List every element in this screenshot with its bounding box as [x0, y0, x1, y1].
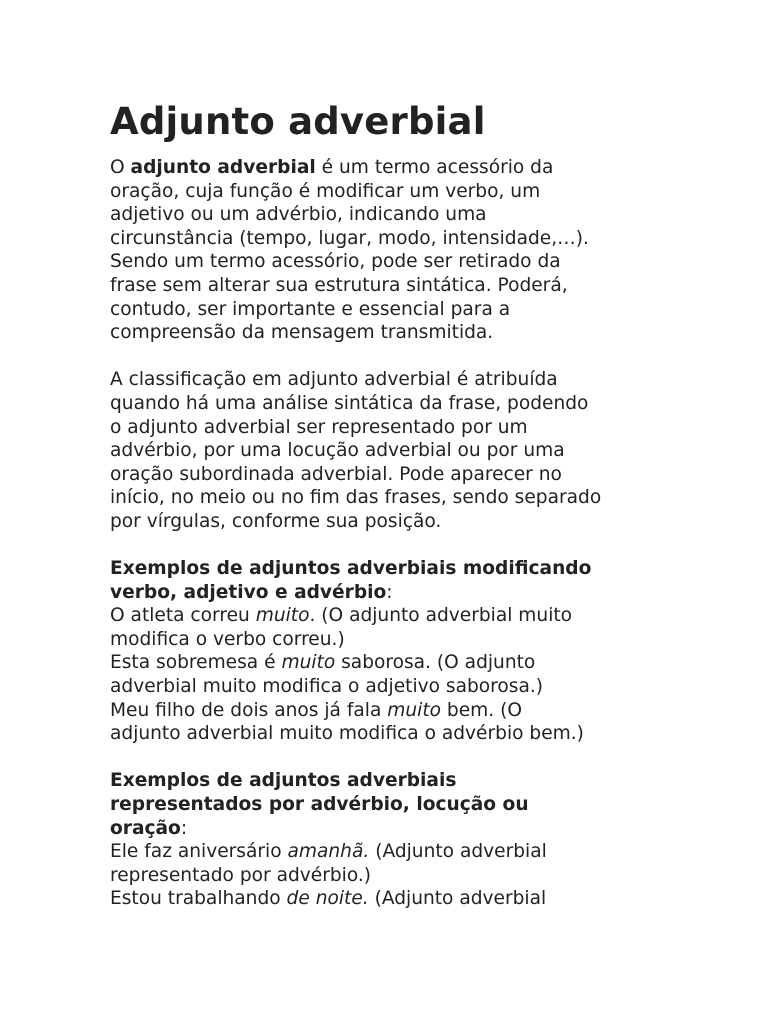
example-line: Esta sobremesa é muito saborosa. (O adjunto — [110, 652, 536, 674]
classification-line: o adjunto adverbial ser representado por um — [110, 416, 528, 438]
intro-paragraph — [110, 156, 670, 345]
example-line: O atleta correu muito. (O adjunto adverbial muito — [110, 605, 573, 627]
section-heading: oração: — [110, 817, 188, 839]
classification-paragraph — [110, 368, 670, 533]
example-line: Ele faz aniversário amanhã. (Adjunto adverbial — [110, 841, 547, 863]
examples-section-modifiers — [110, 557, 670, 746]
intro-line: oração, cuja função é modificar um verbo, um — [110, 180, 541, 202]
intro-line-1-rest: é um termo acessório da — [315, 157, 554, 178]
classification-line: advérbio, por uma locução adverbial ou por uma — [110, 440, 565, 462]
example-line: modifica o verbo correu.) — [110, 628, 345, 650]
section-heading: verbo, adjetivo e advérbio: — [110, 581, 393, 603]
example-line: Meu filho de dois anos já fala muito bem. (O — [110, 699, 522, 721]
intro-line: circunstância (tempo, lugar, modo, intensidade,…). — [110, 227, 589, 249]
classification-line: início, no meio ou no fim das frases, sendo separado — [110, 487, 602, 509]
example-line: Estou trabalhando de noite. (Adjunto adverbial — [110, 888, 547, 910]
intro-line — [110, 156, 670, 180]
intro-line: contudo, ser importante e essencial para a — [110, 298, 511, 320]
section-heading: representados por advérbio, locução ou — [110, 794, 529, 816]
examples-section-forms — [110, 769, 670, 911]
intro-line: adjetivo ou um advérbio, indicando uma — [110, 204, 487, 226]
example-line: adverbial muito modifica o adjetivo saborosa.) — [110, 676, 544, 698]
intro-line: frase sem alterar sua estrutura sintática. Poderá, — [110, 274, 568, 296]
intro-term: adjunto adverbial — [130, 157, 316, 178]
example-line: representado por advérbio.) — [110, 864, 372, 886]
classification-line: por vírgulas, conforme sua posição. — [110, 510, 442, 532]
example-line: adjunto adverbial muito modifica o advérbio bem.) — [110, 723, 584, 745]
classification-line: quando há uma análise sintática da frase, podendo — [110, 392, 589, 414]
intro-lead: O — [110, 157, 131, 178]
section-heading: Exemplos de adjuntos adverbiais — [110, 770, 457, 792]
intro-line: Sendo um termo acessório, pode ser retirado da — [110, 251, 561, 273]
intro-line: compreensão da mensagem transmitida. — [110, 322, 494, 344]
classification-line: A classificação em adjunto adverbial é atribuída — [110, 369, 558, 391]
classification-line: oração subordinada adverbial. Pode aparecer no — [110, 463, 562, 485]
section-heading: Exemplos de adjuntos adverbiais modificando — [110, 558, 592, 580]
document-page — [110, 100, 670, 911]
document-title: Adjunto adverbial — [110, 100, 486, 143]
